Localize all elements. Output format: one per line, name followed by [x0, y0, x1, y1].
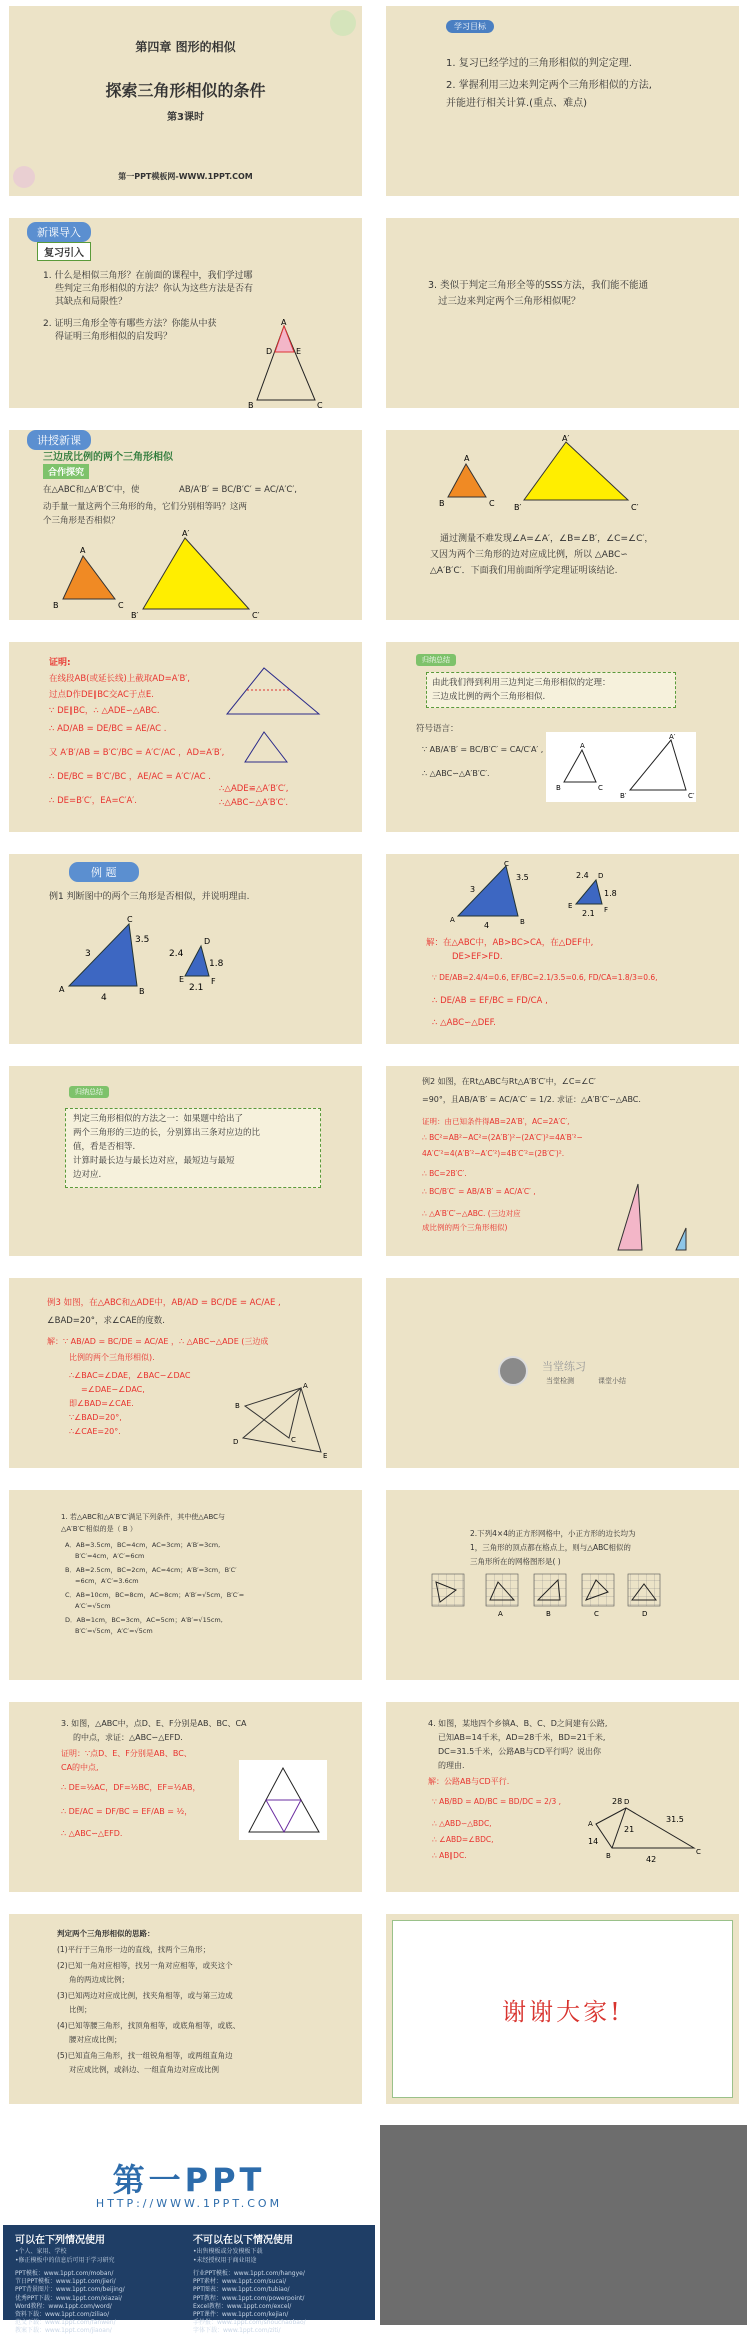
slide-example1[interactable] [3, 848, 368, 1050]
summary-head: 判定两个三角形相似的思路： [57, 1929, 155, 1938]
proof-line: 又 A′B′/AB = B′C′/BC = A′C′/AC ，AD=A′B′, [49, 748, 225, 758]
vertex-label: A [281, 318, 287, 327]
proof-line: ∴△ABC∽△A′B′C′. [219, 798, 289, 808]
vertex-label: C [317, 401, 323, 410]
solution-line: ∴ AB∥DC. [432, 1851, 467, 1860]
vertex-label: B [248, 401, 254, 410]
proof-line: 过点D作DE∥BC交AC于点E. [49, 690, 155, 700]
proof-line: 成比例的两个三角形相似) [422, 1223, 508, 1232]
vertex-label: F [604, 906, 609, 914]
text-line: 通过测量不难发现∠A=∠A′，∠B=∠B′，∠C=∠C′， [440, 534, 654, 544]
vertex-label: B [53, 601, 59, 610]
license-band [3, 2225, 375, 2335]
link[interactable]: PPT素材：www.1ppt.com/sucai/ [193, 2278, 287, 2286]
proof-line: ∴ DE/AC = DF/BC = EF/AB = ½， [61, 1807, 193, 1816]
quiz-line: 4. 如图，某地四个乡镇A、B、C、D之间建有公路, [428, 1719, 608, 1728]
quiz-line: 已知AB=14千米，AD=28千米，BD=21千米, [438, 1733, 606, 1742]
solution-line: ∴ △ABC∽△DEF. [432, 1018, 496, 1028]
slide-quiz3[interactable] [3, 1696, 368, 1898]
chapter: 第四章 图形的相似 [135, 40, 236, 54]
proof-line: 证明：∵点D、E、F分别是AB、BC、 [61, 1749, 192, 1758]
vertex-label: E [179, 975, 185, 984]
slide-summary2[interactable] [3, 1908, 368, 2110]
section-head: 当堂练习 [542, 1360, 586, 1373]
slide-measure[interactable] [380, 424, 745, 626]
proof-line: ∵ DE∥BC，∴ △ADE∽△ABC. [49, 706, 160, 716]
vertex-label: D [266, 347, 273, 356]
text-line: 个三角形是否相似？ [43, 516, 120, 526]
triangle-figure [446, 860, 706, 940]
proof-line: 4A′C′²=4(A′B′²−A′C′²)=4B′C′²=(2B′C′)². [422, 1149, 565, 1158]
solution-line: =∠DAE−∠DAC, [81, 1385, 145, 1394]
link[interactable]: Excel教程：www.1ppt.com/excel/ [193, 2302, 292, 2310]
proof-line: ∴ BC/B′C′ = AB/A′B′ = AC/A′C′ , [422, 1187, 536, 1196]
slide-quiz1[interactable] [3, 1484, 368, 1686]
tag: 新课导入 [27, 222, 91, 242]
option-line: B．AB=2.5cm，BC=2cm，AC=4cm；A′B′=3cm，B′C′ [65, 1566, 237, 1574]
tag: 例 题 [69, 862, 139, 882]
solution-line: ∴ ∠ABD=∠BDC, [432, 1835, 494, 1844]
solution-line: ∴ DE/AB = EF/BC = FD/CA , [432, 996, 548, 1006]
link[interactable]: 节日PPT模板：www.1ppt.com/jieri/ [15, 2278, 116, 2286]
link[interactable]: 字体下载：www.1ppt.com/ziti/ [193, 2327, 281, 2335]
quadrilateral-figure [566, 1782, 716, 1872]
proof-line: ∴ DE=B′C′，EA=C′A′. [49, 796, 137, 806]
link[interactable]: 优秀PPT下载：www.1ppt.com/xiazai/ [15, 2294, 122, 2302]
summary-line: (5)已知直角三角形，找一组锐角相等，或两组直角边 [57, 2051, 233, 2060]
triangle-figure [436, 434, 676, 524]
vertex-label: B [556, 784, 561, 792]
q-line: 其缺点和局限性？ [55, 297, 128, 307]
quiz-line: 的中点，求证：△ABC∽△EFD. [73, 1733, 183, 1742]
vertex-label: C [598, 784, 603, 792]
option-label[interactable]: B [546, 1610, 551, 1618]
link[interactable]: 行业PPT模板：www.1ppt.com/hangye/ [193, 2270, 305, 2277]
text-line: 在△ABC和△A′B′C′中，使 [43, 485, 140, 495]
solution-line: 解：在△ABC中，AB>BC>CA，在△DEF中, [426, 938, 594, 948]
sub-label: 合作探究 [43, 464, 89, 479]
goal-line: 2. 掌握利用三边来判定两个三角形相似的方法, [446, 80, 652, 91]
solution-line: 解：公路AB与CD平行. [428, 1777, 510, 1786]
side-value: 42 [646, 1855, 657, 1864]
goal-line: 1. 复习已经学过的三角形相似的判定定理. [446, 58, 632, 69]
vertex-label: A′ [562, 434, 570, 443]
example-line: 例1 判断图中的两个三角形是否相似，并说明理由. [49, 892, 250, 902]
logo: 第一PPT [112, 2161, 266, 2199]
tag: 归纳总结 [69, 1086, 109, 1098]
slide-solution1[interactable] [380, 848, 745, 1050]
vertex-label: A [464, 454, 470, 463]
thanks-text: 谢谢大家! [502, 1998, 623, 2026]
proof-line: ∴ DE/BC = B′C′/BC ，AE/AC = A′C′/AC . [49, 772, 211, 782]
text-line: 符号语言： [416, 724, 459, 734]
option-line: B′C′=√5cm，A′C′=√5cm [75, 1627, 153, 1635]
quiz-line: △A′B′C′相似的是（ B ） [61, 1525, 137, 1533]
site-url[interactable]: HTTP://WWW.1PPT.COM [95, 2197, 283, 2210]
vertex-label: A′ [669, 733, 676, 741]
q-line: 1. 什么是相似三角形？在前面的课程中，我们学过哪 [43, 271, 253, 281]
vertex-label: B′ [514, 503, 522, 512]
q-line: 过三边来判定两个三角形相似呢？ [438, 296, 581, 307]
tag: 归纳总结 [416, 654, 456, 666]
vertex-label: C [127, 915, 133, 924]
option-label[interactable]: C [594, 1610, 599, 1618]
text-line: •未经授权用于商业用途 [193, 2257, 257, 2264]
option-line: B′C′=4cm，A′C′=6cm [75, 1552, 145, 1560]
summary-line: 角的两边成比例； [69, 1975, 129, 1984]
slide-goals[interactable] [380, 0, 745, 202]
side-value: 2.4 [169, 949, 184, 959]
menu-item[interactable]: 课堂小结 [598, 1377, 626, 1385]
link[interactable]: 手抄报：www.1ppt.com/shouchaobao/ [193, 2319, 306, 2327]
slide-example3[interactable] [3, 1272, 368, 1474]
proof-line: ∴ △A′B′C′∽△ABC. (三边对应 [422, 1209, 521, 1218]
text-line: 又因为两个三角形的边对应成比例，所以 △ABC∽ [430, 550, 628, 560]
flower-icon [13, 166, 35, 188]
triangle-figure [49, 916, 349, 1026]
cannot-use-head: 不可以在以下情况使用 [193, 2235, 293, 2246]
section-head: 三边成比例的两个三角形相似 [43, 452, 173, 463]
link[interactable]: 教案下载：www.1ppt.com/jiaoan/ [15, 2327, 112, 2335]
side-value: 31.5 [666, 1815, 684, 1824]
link-list [193, 2270, 306, 2336]
vertex-label: A [59, 985, 65, 994]
side-value: 4 [101, 993, 107, 1003]
vertex-label: D [204, 937, 211, 946]
text-line: 动手量一量这两个三角形的角，它们分别相等吗？这两 [43, 502, 248, 512]
slide-explore[interactable] [3, 424, 368, 626]
slide-quiz2[interactable] [380, 1484, 745, 1686]
vertex-label: C [118, 601, 124, 610]
solution-line: ∵ DE/AB=2.4/4=0.6, EF/BC=2.1/3.5=0.6, FD/CA=1.8/3=0.6, [432, 973, 658, 982]
slide-theorem[interactable] [380, 636, 745, 838]
option-line: =6cm，A′C′=3.6cm [75, 1577, 139, 1585]
q-line: 3. 类似于判定三角形全等的SSS方法，我们能不能通 [428, 280, 649, 291]
lesson: 第3课时 [167, 112, 204, 123]
empty-area [380, 2125, 747, 2325]
side-value: 1.8 [604, 889, 617, 898]
quiz-line: DC=31.5千米，公路AB与CD平行吗？说出你 [438, 1747, 601, 1756]
option-line: A．AB=3.5cm，BC=4cm，AC=3cm；A′B′=3cm, [65, 1541, 221, 1549]
slide-title[interactable] [3, 0, 368, 202]
solution-line: ∵∠BAD=20°, [69, 1413, 122, 1422]
slide-thanks[interactable] [380, 1908, 745, 2110]
solution-line: ∴∠BAC=∠DAE，∠BAC−∠DAC [69, 1371, 191, 1380]
quiz-line: 1. 若△ABC和△A′B′C′满足下列条件，其中使△ABC与 [61, 1513, 226, 1521]
vertex-label: B [439, 499, 445, 508]
proof-line: ∴ △ABC∽△EFD. [61, 1829, 123, 1838]
tag: 讲授新课 [27, 430, 91, 450]
example-line: 例2 如图，在Rt△ABC与Rt△A′B′C′中，∠C=∠C′ [422, 1077, 596, 1086]
option-label[interactable]: D [642, 1610, 648, 1618]
side-value: 2.1 [582, 909, 595, 918]
side-value: 28 [612, 1797, 623, 1806]
vertex-label: C′ [631, 503, 639, 512]
vertex-label: D [624, 1798, 630, 1806]
goal-line: 并能进行相关计算.(重点、难点) [446, 98, 587, 109]
brand-panel [3, 2125, 375, 2335]
side-value: 21 [624, 1825, 635, 1834]
vertex-label: B [520, 918, 525, 926]
proof-line: 在线段AB(或延长线)上截取AD=A′B′, [49, 674, 190, 684]
solution-line: ∵ AB/BD = AD/BC = BD/DC = 2/3 , [432, 1797, 562, 1806]
triangle-figure [239, 1760, 327, 1840]
vertex-label: C [489, 499, 495, 508]
vertex-label: A′ [182, 529, 190, 538]
vertex-label: E [323, 1452, 328, 1460]
vertex-label: A [580, 742, 585, 750]
proof-line: ∴ BC²=AB²−AC²=(2A′B′)²−(2A′C′)²=4A′B′²− [422, 1133, 583, 1142]
side-value: 14 [588, 1837, 599, 1846]
triangle-figure [49, 529, 349, 624]
slide-heading: 探索三角形相似的条件 [105, 81, 266, 100]
vertex-label: C [291, 1436, 296, 1444]
vertex-label: F [211, 977, 216, 986]
slide-question[interactable] [380, 212, 745, 414]
link-list [15, 2270, 125, 2336]
text-line: •个人、家用、学校 [15, 2248, 67, 2255]
triangle-figure [546, 732, 696, 802]
quiz-line: 三角形所在的网格图形是( ) [470, 1557, 561, 1566]
vertex-label: B [139, 987, 145, 996]
link[interactable]: PPT背景图片：www.1ppt.com/beijing/ [15, 2286, 125, 2294]
cannot-use-list [193, 2247, 263, 2265]
side-value: 4 [484, 921, 490, 930]
text-line: •修正模板中的信息后可用于学习研究 [15, 2257, 115, 2264]
option-label[interactable]: A [498, 1610, 503, 1618]
summary-line: 腰对应成比例； [69, 2035, 122, 2044]
tag: 学习目标 [446, 20, 494, 33]
summary-line: 判定三角形相似的方法之一：如果题中给出了 [73, 1114, 244, 1124]
solution-line: 即∠BAD=∠CAE. [69, 1399, 134, 1408]
link[interactable]: PPT图表：www.1ppt.com/tubiao/ [193, 2286, 290, 2294]
option-line: A′C′=√5cm [75, 1602, 111, 1610]
link[interactable]: PPT课件：www.1ppt.com/kejian/ [193, 2311, 289, 2319]
formula: AB/A′B′ = BC/B′C′ = AC/A′C′, [179, 485, 297, 495]
link[interactable]: 资料下载：www.1ppt.com/ziliao/ [15, 2311, 110, 2319]
formula: ∴ △ABC∽△A′B′C′. [422, 769, 490, 778]
vertex-label: C′ [252, 611, 260, 620]
can-use-list [15, 2247, 115, 2265]
slide-quiz4[interactable] [380, 1696, 745, 1898]
solution-line: ∴ △ABD∽△BDC, [432, 1819, 492, 1828]
vertex-label: C [504, 860, 509, 868]
vertex-label: D [598, 872, 604, 880]
triangle-figure [239, 318, 329, 413]
menu-item[interactable]: 当堂检测 [546, 1377, 574, 1385]
side-value: 3 [85, 949, 91, 959]
formula: ∵ AB/A′B′ = BC/B′C′ = CA/C′A′ , [422, 745, 544, 754]
summary-line: (1)平行于三角形一边的直线，找两个三角形； [57, 1945, 211, 1954]
slide-proof[interactable] [3, 636, 368, 838]
side-value: 3 [470, 885, 476, 894]
vertex-label: B [235, 1402, 240, 1410]
side-value: 2.1 [189, 983, 204, 993]
can-use-head: 可以在下列情况使用 [15, 2235, 105, 2246]
vertex-label: E [568, 902, 573, 910]
slide-summary1[interactable] [3, 1060, 368, 1262]
side-value: 3.5 [135, 935, 150, 945]
summary-line: 两个三角形的三边的长，分别算出三条对应边的比 [73, 1128, 261, 1138]
proof-line: CA的中点, [61, 1763, 99, 1772]
summary-line: (3)已知两边对应成比例，找夹角相等，或与第三边成 [57, 1991, 233, 2000]
option-line: D．AB=1cm，BC=3cm，AC=5cm；A′B′=√15cm, [65, 1616, 223, 1624]
q-line: 些判定三角形相似的方法？你认为这些方法是否有 [55, 284, 254, 294]
vertex-label: C′ [688, 792, 695, 800]
vertex-label: B′ [131, 611, 139, 620]
q-line: 得证明三角形相似的启发吗？ [55, 332, 173, 342]
summary-line: 边对应. [73, 1170, 102, 1180]
solution-line: DE>EF>FD. [452, 952, 503, 962]
summary-line: 对应成比例，或斜边、一组直角边对应成比例 [69, 2065, 219, 2074]
option-line: C．AB=10cm，BC=8cm，AC=8cm；A′B′=√5cm，B′C′= [65, 1591, 245, 1599]
vertex-label: B [606, 1852, 611, 1860]
proof-line: 证明：由已知条件得AB=2A′B′，AC=2A′C′, [422, 1117, 570, 1126]
vertex-label: D [233, 1438, 239, 1446]
vertex-label: A [588, 1820, 593, 1828]
proof-line: ∴△ADE≌△A′B′C′, [219, 784, 289, 794]
triangle-figure [229, 1378, 339, 1468]
slide-practice[interactable] [380, 1272, 745, 1474]
solution-line: 解：∵ AB/AD = BC/DE = AC/AE ，∴ △ABC∽△ADE (三边成 [47, 1337, 269, 1346]
text-line: △A′B′C′．下面我们用前面所学定理证明该结论. [430, 566, 618, 576]
example-line: ∠BAD=20°，求∠CAE的度数. [47, 1316, 165, 1326]
grid-options [430, 1572, 670, 1622]
triangle-figure [209, 662, 349, 782]
site-label: 第一PPT模板网-WWW.1PPT.COM [118, 172, 253, 181]
flower-icon [330, 10, 356, 36]
theorem-line: 三边成比例的两个三角形相似. [432, 692, 546, 702]
vertex-label: C [696, 1848, 701, 1856]
quiz-line: 1，三角形的顶点都在格点上，则与△ABC相似的 [470, 1543, 631, 1552]
sub-label: 复习引入 [37, 242, 91, 261]
quiz-line: 3. 如图，△ABC中，点D、E、F分别是AB、BC、CA [61, 1719, 247, 1728]
side-value: 1.8 [209, 959, 224, 969]
quiz-line: 的理由. [438, 1761, 465, 1770]
practice-icon[interactable] [498, 1356, 528, 1386]
quiz-line: 2.下列4×4的正方形网格中，小正方形的边长均为 [470, 1529, 636, 1538]
vertex-label: A [80, 546, 86, 555]
proof-line: ∴ AD/AB = DE/BC = AE/AC . [49, 724, 167, 734]
link[interactable]: 范文下载：www.1ppt.com/fanwen/ [15, 2319, 116, 2327]
summary-line: 值，看是否相等. [73, 1142, 136, 1152]
side-value: 2.4 [576, 871, 589, 880]
slide-example2[interactable] [380, 1060, 745, 1262]
vertex-label: B′ [620, 792, 627, 800]
theorem-line: 由此我们得到利用三边判定三角形相似的定理： [432, 678, 611, 688]
summary-line: (2)已知一角对应相等，找另一角对应相等，或夹这个 [57, 1961, 233, 1970]
summary-line: 计算时最长边与最长边对应，最短边与最短 [73, 1156, 235, 1166]
vertex-label: E [296, 347, 302, 356]
link[interactable]: PPT教程：www.1ppt.com/powerpoint/ [193, 2294, 305, 2302]
vertex-label: A [450, 916, 455, 924]
text-line: •出售模板或分发模板下载 [193, 2248, 263, 2255]
summary-line: 比例； [69, 2005, 92, 2014]
vertex-label: A [303, 1382, 308, 1390]
slide-intro[interactable] [3, 212, 368, 414]
proof-line: ∴ BC=2B′C′. [422, 1169, 467, 1178]
q-line: 2. 证明三角形全等有哪些方法？你能从中获 [43, 319, 217, 329]
proof-line: ∴ DE=½AC，DF=½BC，EF=½AB， [61, 1783, 201, 1792]
link[interactable]: Word教程：www.1ppt.com/word/ [15, 2302, 112, 2310]
side-value: 3.5 [516, 873, 529, 882]
solution-line: 比例的两个三角形相似). [69, 1353, 155, 1362]
summary-line: (4)已知等腰三角形，找顶角相等，或底角相等，或底、 [57, 2021, 241, 2030]
example-line: 例3 如图，在△ABC和△ADE中，AB/AD = BC/DE = AC/AE , [47, 1298, 281, 1308]
triangle-figure [606, 1176, 716, 1256]
proof-head: 证明: [49, 658, 71, 668]
solution-line: ∴∠CAE=20°. [69, 1427, 121, 1436]
link[interactable]: PPT模板：www.1ppt.com/moban/ [15, 2270, 114, 2277]
example-line: =90°，且AB/A′B′ = AC/A′C′ = 1/2. 求证：△A′B′C′∽△ABC. [422, 1095, 641, 1104]
